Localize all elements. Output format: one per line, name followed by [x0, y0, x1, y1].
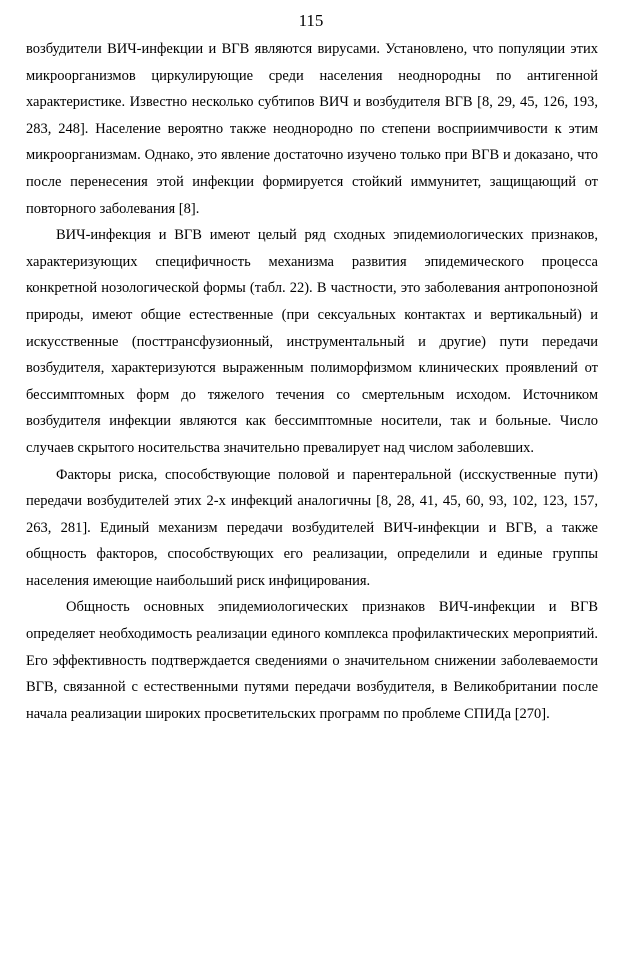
paragraph-3: Факторы риска, способствующие половой и парентеральной (исскуственные пути) передачи возбудителей этих 2-х инфекций аналогичны [8, 28, 41, 45, 60, 93, 102, 123, 157, 263, 281]. Единый механизм передачи возбудителей ВИЧ-инфекции и ВГВ, а также общность факторов, способствующих его реализации, определили и единые группы населения имеющие наибольший риск инфицирования.: [26, 466, 598, 589]
paragraph-2: ВИЧ-инфекция и ВГВ имеют целый ряд сходных эпидемиологических признаков, характеризующих специфичность механизма развития эпидемического процесса конкретной нозологической формы (табл. 22). В частности, это заболевания антропонозной природы, имеют общие естественные (при сексуальных контактах и вертикальный) и искусственные (посттрансфузионный, инструментальный и другие) пути передачи возбудителя, характеризуются выраженным полиморфизмом клинических проявлений от бессимптомных форм до тяжелого течения со смертельным исходом. Источником возбудителя инфекции являются как бессимптомные носители, так и больные. Число случаев скрытого носительства значительно превалирует над числом заболевших.: [26, 227, 598, 456]
paragraph-1: возбудители ВИЧ-инфекции и ВГВ являются вирусами. Установлено, что популяции этих микроорганизмов циркулирующие среди населения неоднородны по антигенной характеристике. Известно несколько субтипов ВИЧ и возбудителя ВГВ [8, 29, 45, 126, 193, 283, 248]. Население вероятно также неоднородно по степени восприимчивости к этим микроорганизмам. Однако, это явление достаточно изучено только при ВГВ и доказано, что после перенесения этой инфекции формируется стойкий иммунитет, защищающий от повторного заболевания [8].: [26, 41, 598, 217]
body-text: [26, 36, 598, 727]
page-number: 115: [298, 11, 324, 30]
paragraph-4: Общность основных эпидемиологических признаков ВИЧ-инфекции и ВГВ определяет необходимость реализации единого комплекса профилактических мероприятий. Его эффективность подтверждается сведениями о значительном снижении заболеваемости ВГВ, связанной с естественными путями передачи возбудителя, в Великобритании после начала реализации широких просветительских программ по проблеме СПИДа [270].: [26, 599, 598, 722]
